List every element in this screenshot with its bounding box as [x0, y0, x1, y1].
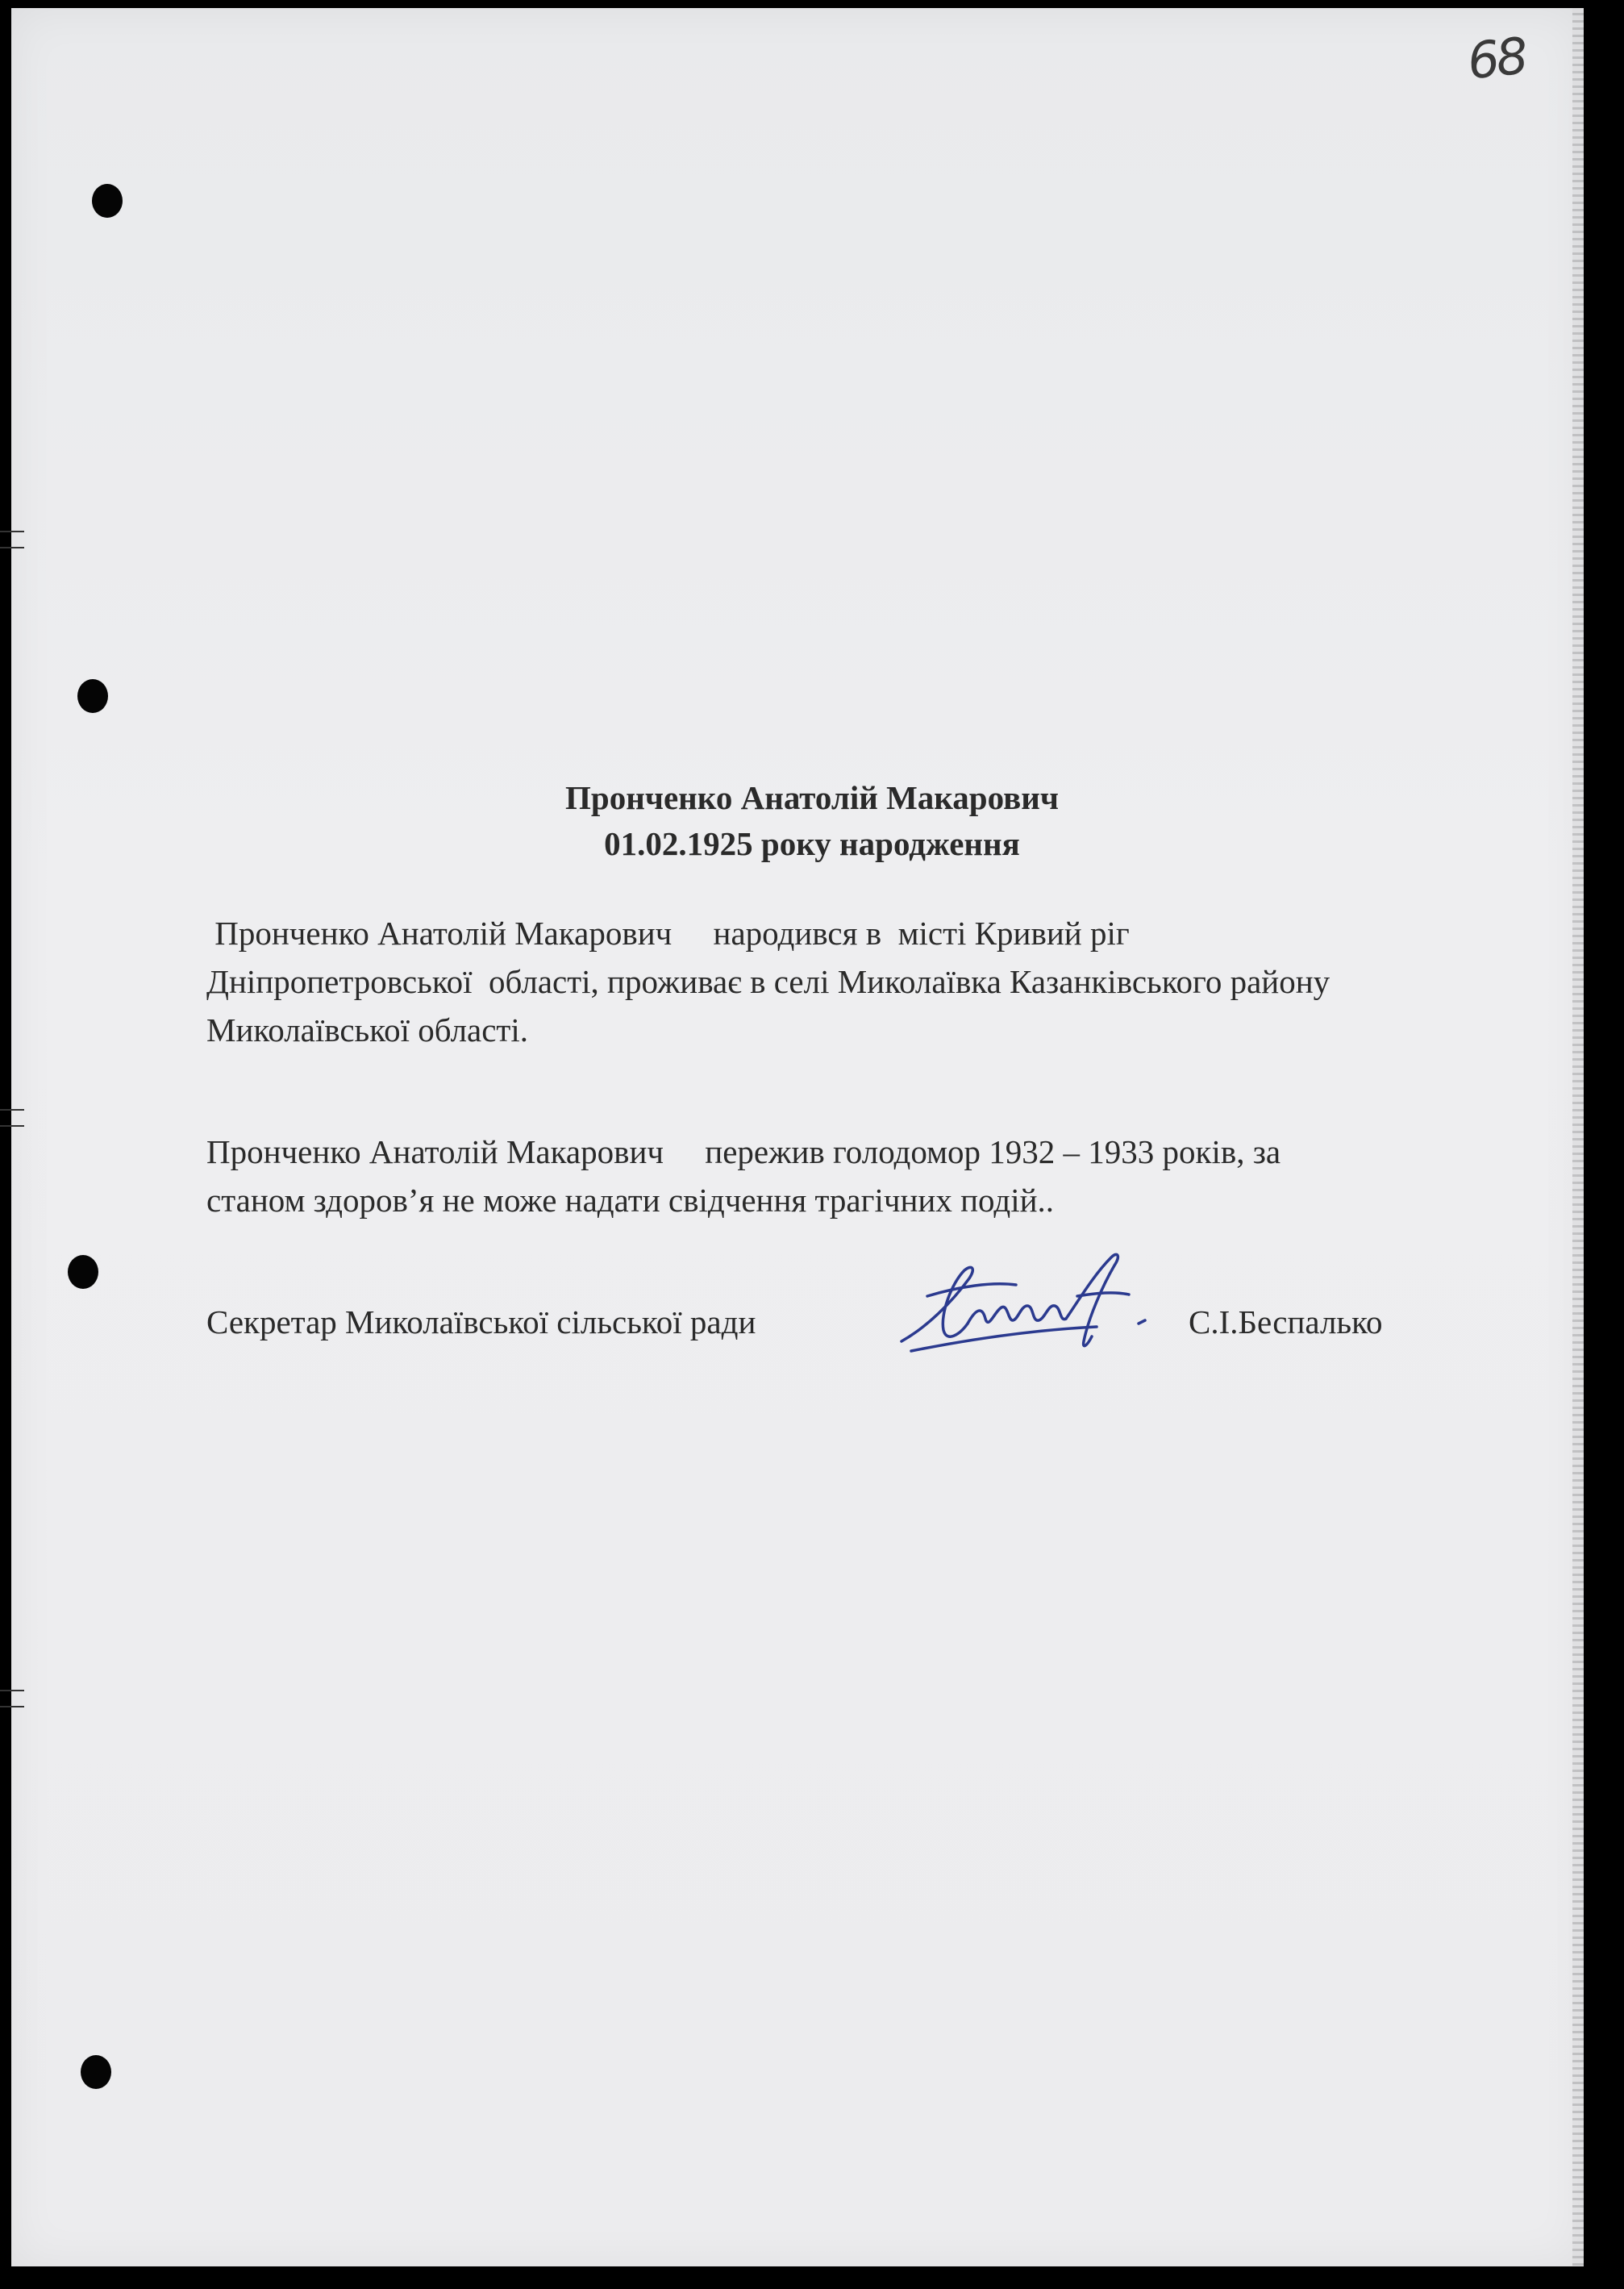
binding-mark: [0, 1109, 24, 1127]
punch-hole: [81, 2055, 111, 2089]
signer-name: С.І.Беспалько: [1189, 1303, 1383, 1340]
binding-mark: [0, 531, 24, 548]
handwritten-page-number: 68: [1464, 26, 1528, 91]
birth-date-heading: 01.02.1925 року народження: [604, 825, 1020, 862]
signature-mark: [895, 1246, 1161, 1359]
secretary-title: Секретар Миколаївської сільської ради: [206, 1303, 756, 1340]
punch-hole: [68, 1255, 98, 1289]
punch-hole: [92, 184, 123, 218]
punch-hole: [77, 679, 108, 713]
person-name-heading: Пронченко Анатолій Макарович: [565, 779, 1059, 816]
residence-paragraph: Пронченко Анатолій Макарович народився в місті Кривий ріг Дніпропетровської області, проживає в селі Миколаївка Казанківського району Миколаївської області.: [206, 915, 1330, 1049]
binding-mark: [0, 1690, 24, 1707]
testimony-paragraph: Пронченко Анатолій Макарович пережив голодомор 1932 – 1933 років, за станом здоров’я не може надати свідчення трагічних подій..: [206, 1133, 1281, 1219]
perforated-edge: [1572, 8, 1584, 2266]
